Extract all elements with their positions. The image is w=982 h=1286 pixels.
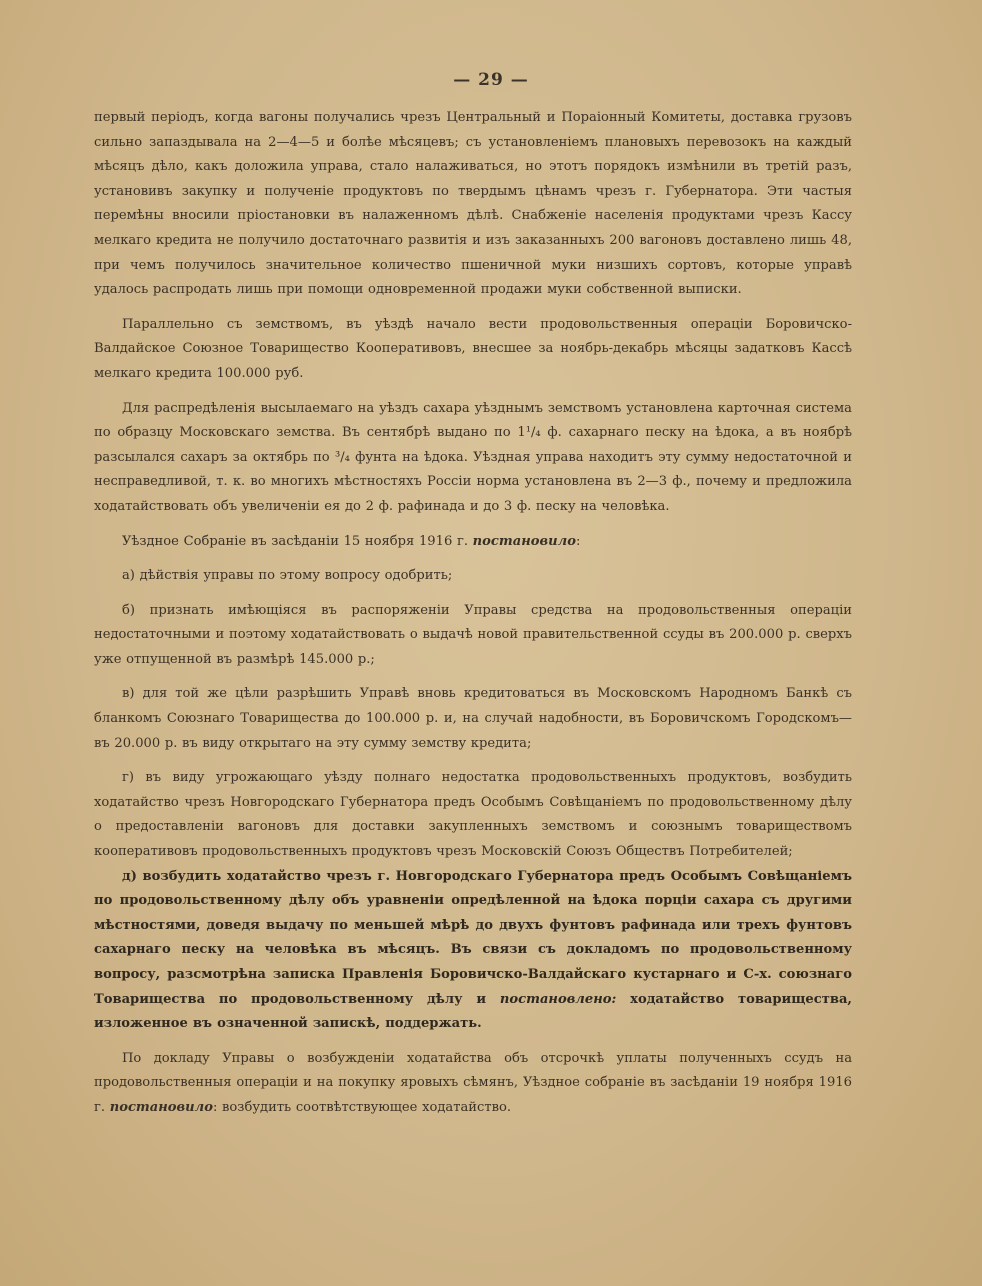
resolution-item-g: г) въ виду угрожающаго уѣзду полнаго недостатка продовольственныхъ продуктовъ, возбудить ходатайство чрезъ Новгородскаго Губернатора предъ Особымъ Совѣщаніемъ по продовольственному дѣлу о предоставленіи вагоновъ для доставки закупленныхъ земствомъ и союзнымъ товариществомъ кооперативовъ продовольственныхъ продуктовъ чрезъ Московскій Союзъ Обществъ Потребителей; xyxy=(94,770,852,860)
paragraph-resolution-intro xyxy=(94,530,852,555)
loan-deferral-tail: : возбудить соотвѣтствующее ходатайство. xyxy=(212,1099,511,1115)
resolution-item-b: б) признать имѣющіяся въ распоряженіи Управы средства на продовольственныя операціи недостаточными и поэтому ходатайствовать о выдачѣ новой правительственной ссуды въ 200.000 р. сверхъ уже отпущенной въ размѣрѣ 145.000 р.; xyxy=(94,602,852,667)
paragraph-loan-deferral xyxy=(94,1047,852,1121)
resolution-d-text: д) возбудить ходатайство чрезъ г. Новгородскаго Губернатора предъ Особымъ Совѣщаніемъ по продовольственному дѣлу объ уравненіи опредѣленной на ѣдока порціи сахара съ другими мѣстностями, доведя выдачу по меньшей мѣрѣ до двухъ фунтовъ рафинада или трехъ фунтовъ сахарнаго песку на человѣка въ мѣсяцъ. Въ связи съ докладомъ по продовольственному вопросу, разсмотрѣна записка Правленія Боровичско-Валдайскаго кустарнаго и С-х. союзнаго Товарищества по продовольственному дѣлу и xyxy=(94,868,852,1007)
resolution-intro-tail: : xyxy=(575,533,581,549)
loan-deferral-text: По докладу Управы о возбужденіи ходатайства объ отсрочкѣ уплаты полученныхъ ссудъ на продовольственныя операціи и на покупку яровыхъ сѣмянъ, Уѣздное собраніе въ засѣданіи 19 ноября 1916 г. xyxy=(94,1050,852,1115)
paragraph-cooperative: Параллельно съ земствомъ, въ уѣздѣ начало вести продовольственныя операціи Боровичско-Валдайское Союзное Товарищество Кооперативовъ, внесшее за ноябрь-декабрь мѣсяцы задатковъ Кассѣ мелкаго кредита 100.000 руб. xyxy=(94,316,852,381)
body-text xyxy=(94,106,852,1121)
resolution-d-tail: ходатайство товарищества, изложенное въ означенной запискѣ, поддержать. xyxy=(94,991,852,1032)
resolution-intro-emphasis: постановило xyxy=(472,533,576,549)
paragraph-continuation: первый періодъ, когда вагоны получались чрезъ Центральный и Пораіонный Комитеты, доставка грузовъ сильно запаздывала на 2—4—5 и болѣе мѣсяцевъ; съ установленіемъ плановыхъ перевозокъ на каждый мѣсяцъ дѣло, какъ доложила управа, стало налаживаться, но этотъ порядокъ измѣнили въ третій разъ, установивъ закупку и полученіе продуктовъ по твердымъ цѣнамъ чрезъ г. Губернатора. Эти частыя перемѣны вносили пріостановки въ налаженномъ дѣлѣ. Снабженіе населенія продуктами чрезъ Кассу мелкаго кредита не получило достаточнаго развитія и изъ заказанныхъ 200 вагоновъ доставлено лишь 48, при чемъ получилось значительное количество пшеничной муки низшихъ сортовъ, которые управѣ удалось распродать лишь при помощи одновременной продажи муки собственной выписки. xyxy=(94,110,852,298)
resolution-item-a: а) дѣйствія управы по этому вопросу одобрить; xyxy=(122,568,453,584)
resolution-item-d xyxy=(94,865,852,1037)
resolution-item-v: в) для той же цѣли разрѣшить Управѣ вновь кредитоваться въ Московскомъ Народномъ Банкѣ съ бланкомъ Союзнаго Товарищества до 100.000 р. и, на случай надобности, въ Боровичскомъ Городскомъ—въ 20.000 р. въ виду открытаго на эту сумму земству кредита; xyxy=(94,686,852,751)
resolution-intro-text: Уѣздное Собраніе въ засѣданіи 15 ноября 1916 г. xyxy=(122,533,473,549)
resolution-d-emphasis: постановлено: xyxy=(499,991,617,1007)
page-number: — 29 — xyxy=(453,70,529,90)
loan-deferral-emphasis: постановило xyxy=(109,1099,213,1115)
paragraph-sugar-distribution: Для распредѣленія высылаемаго на уѣздъ сахара уѣзднымъ земствомъ установлена карточная система по образцу Московскаго земства. Въ сентябрѣ выдано по 1¹/₄ ф. сахарнаго песку на ѣдока, а въ ноябрѣ разсылался сахаръ за октябрь по ³/₄ фунта на ѣдока. Уѣздная управа находитъ эту сумму недостаточной и несправедливой, т. к. во многихъ мѣстностяхъ Россіи норма установлена въ 2—3 ф., почему и предложила ходатайствовать объ увеличеніи ея до 2 ф. рафинада и до 3 ф. песку на человѣка. xyxy=(94,400,852,514)
